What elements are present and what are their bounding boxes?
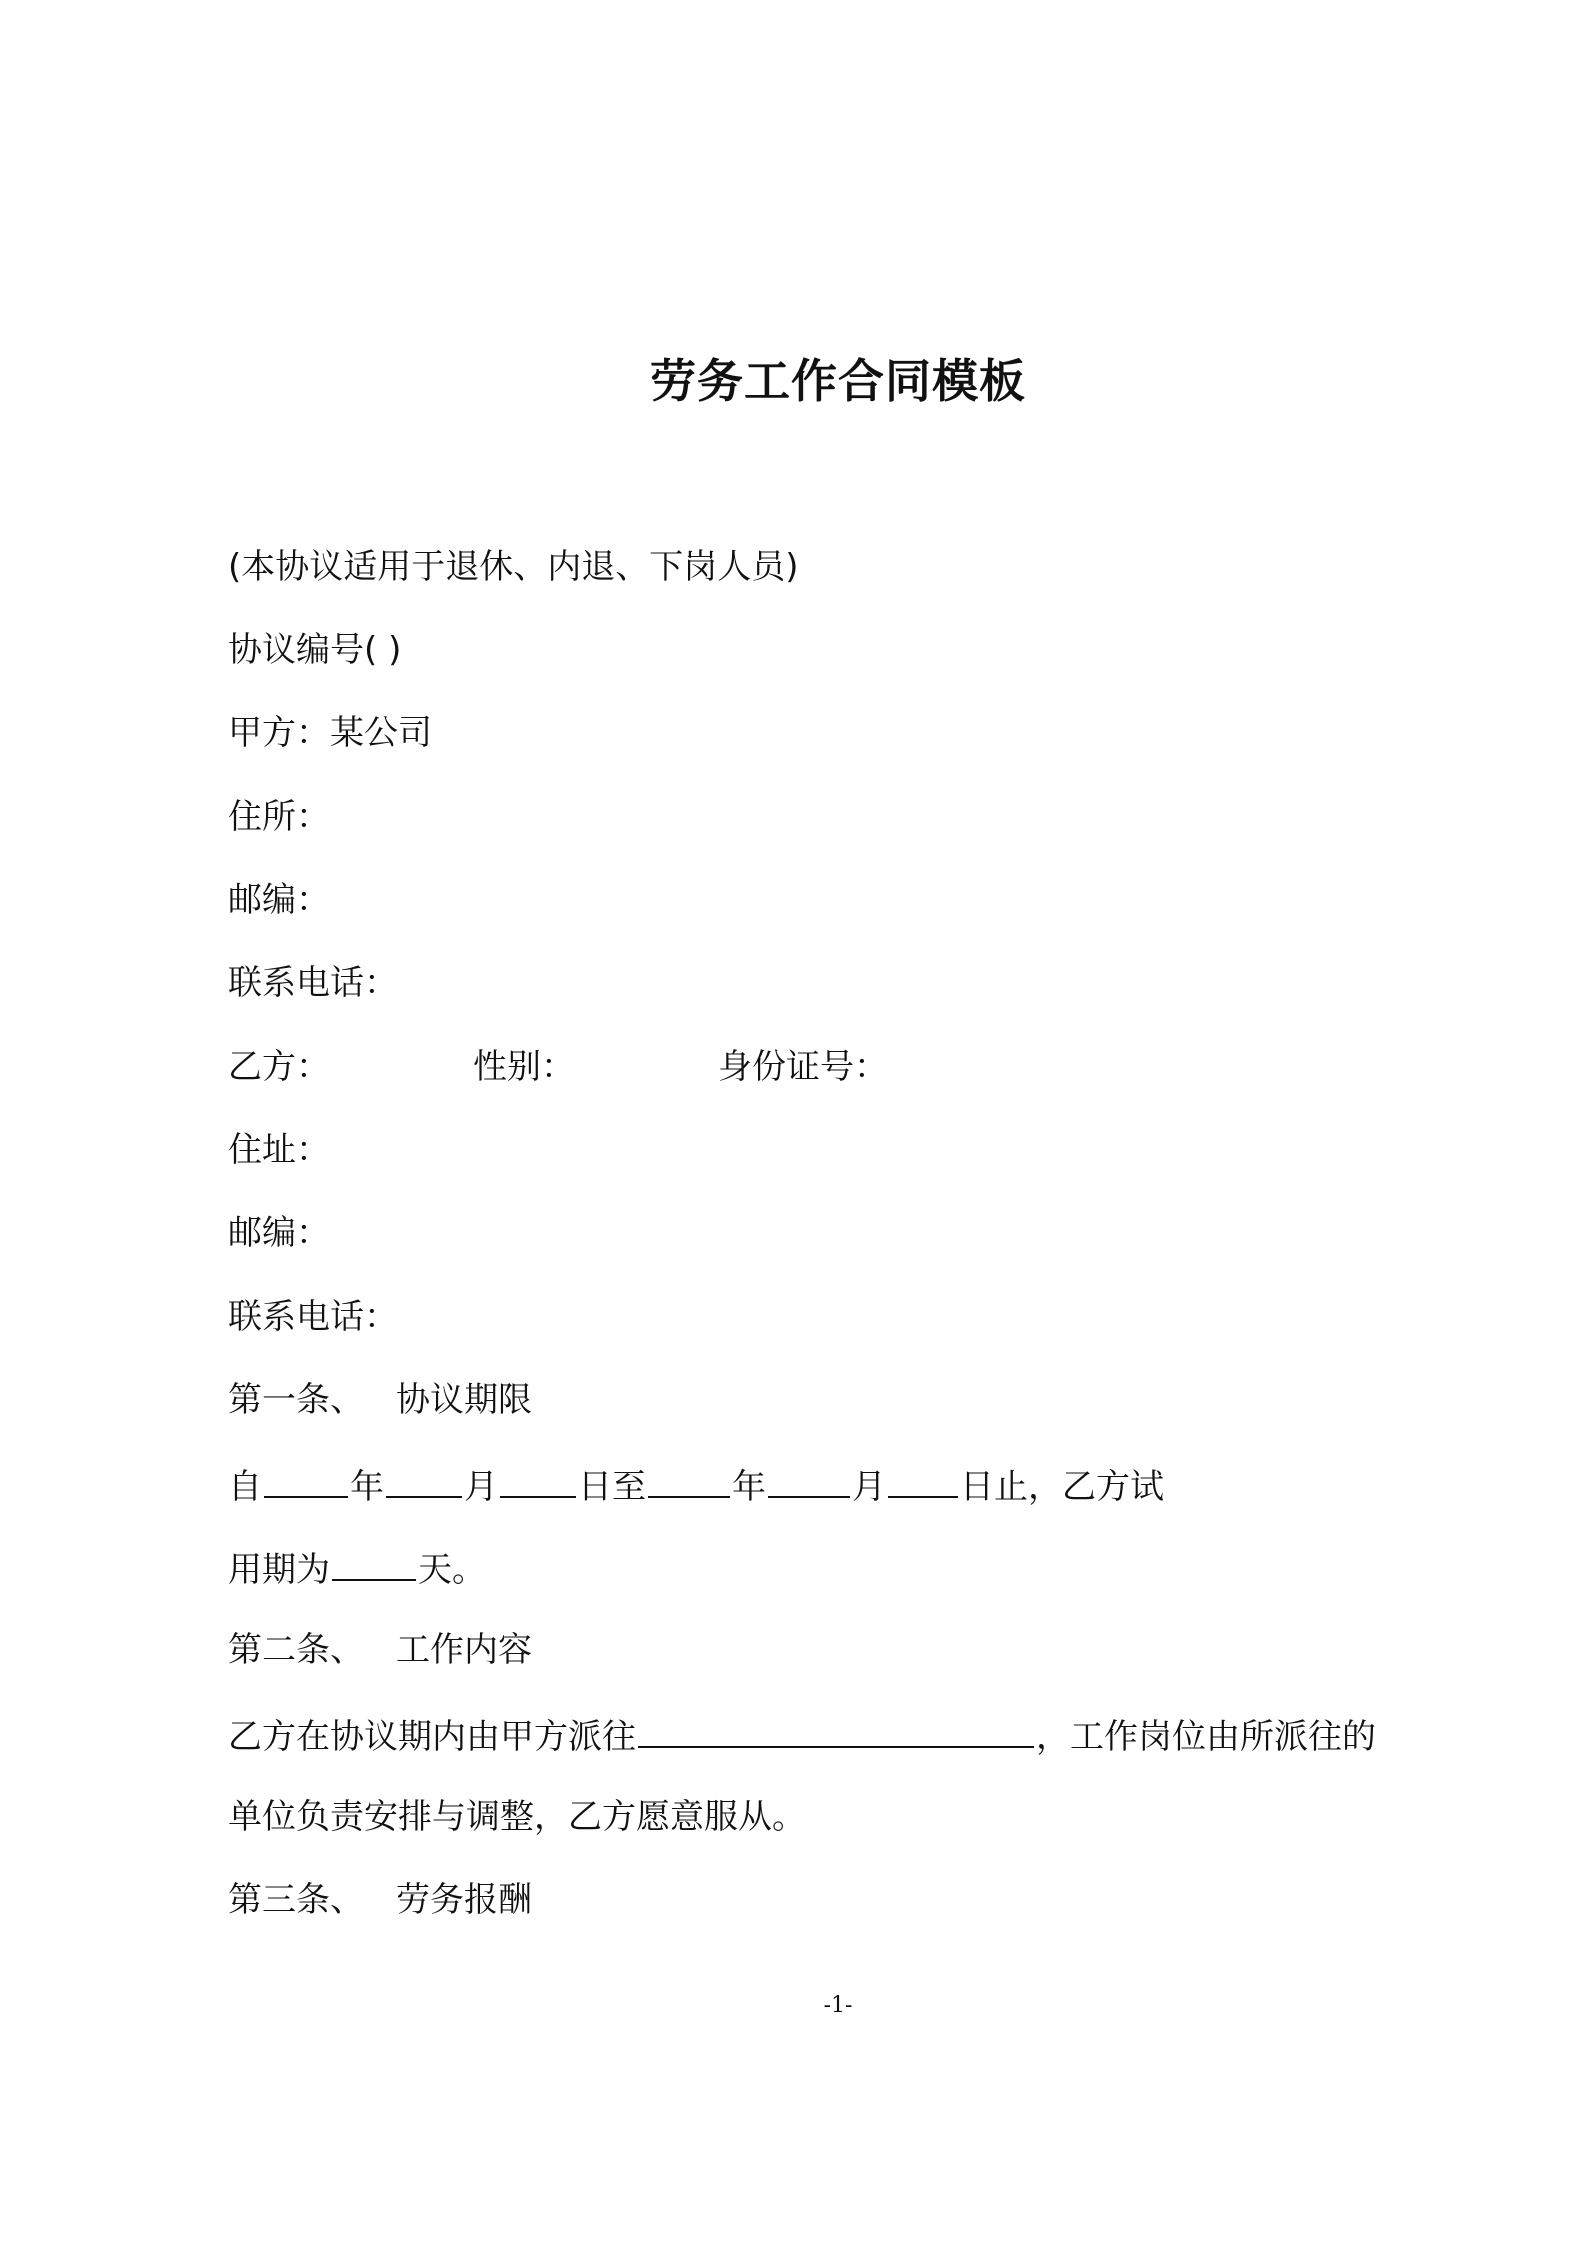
probation-days-text: 天。	[418, 1550, 486, 1590]
assigned-unit-blank	[638, 1712, 1034, 1748]
end-year-blank	[648, 1462, 730, 1498]
article-2-number: 第二条、	[228, 1630, 364, 1670]
article-1-title: 协议期限	[396, 1380, 532, 1420]
article-1-probation-line	[228, 1545, 486, 1592]
party-a-postcode-label: 邮编：	[228, 880, 330, 920]
party-b-phone-label: 联系电话：	[228, 1297, 398, 1337]
term-from-text: 自	[228, 1467, 262, 1507]
term-month-text: 月	[464, 1467, 498, 1507]
article-2-heading	[228, 1628, 532, 1672]
term-year-text: 年	[350, 1467, 384, 1507]
scope-note: (本协议适用于退休、内退、下岗人员)	[228, 547, 799, 587]
term-month2-text: 月	[852, 1467, 886, 1507]
document-title: 劳务工作合同模板	[650, 354, 1026, 408]
probation-text: 用期为	[228, 1550, 330, 1590]
party-b-postcode-label: 邮编：	[228, 1213, 330, 1253]
party-b-gender-label: 性别：	[473, 1047, 575, 1087]
article-2-title: 工作内容	[396, 1630, 532, 1670]
article-1-term-line	[228, 1462, 1164, 1509]
assignment-text-tail: ，工作岗位由所派往的	[1036, 1717, 1376, 1757]
page-number: -1-	[823, 1993, 853, 2018]
article-1-number: 第一条、	[228, 1380, 364, 1420]
article-2-text-line-1	[228, 1712, 1376, 1759]
term-year2-text: 年	[732, 1467, 766, 1507]
term-day-end-text: 日止，乙方试	[960, 1467, 1164, 1507]
start-year-blank	[264, 1462, 348, 1498]
party-a-address-label: 住所：	[228, 797, 330, 837]
article-3-heading	[228, 1878, 532, 1922]
end-day-blank	[888, 1462, 958, 1498]
start-month-blank	[386, 1462, 462, 1498]
party-b-name-label: 乙方：	[228, 1047, 330, 1087]
probation-days-blank	[332, 1545, 416, 1581]
article-3-title: 劳务报酬	[396, 1880, 532, 1920]
party-b-id-label: 身份证号：	[718, 1047, 888, 1087]
assignment-text: 乙方在协议期内由甲方派往	[228, 1717, 636, 1757]
party-a-name: 甲方：某公司	[228, 713, 432, 753]
term-day-to-text: 日至	[578, 1467, 646, 1507]
start-day-blank	[500, 1462, 576, 1498]
article-2-text-line-2: 单位负责安排与调整，乙方愿意服从。	[228, 1797, 806, 1837]
party-b-address-label: 住址：	[228, 1130, 330, 1170]
article-3-number: 第三条、	[228, 1880, 364, 1920]
end-month-blank	[768, 1462, 850, 1498]
article-1-heading	[228, 1378, 532, 1422]
party-b-info-row	[228, 1045, 888, 1089]
party-a-phone-label: 联系电话：	[228, 963, 398, 1003]
agreement-number: 协议编号( )	[228, 630, 402, 670]
